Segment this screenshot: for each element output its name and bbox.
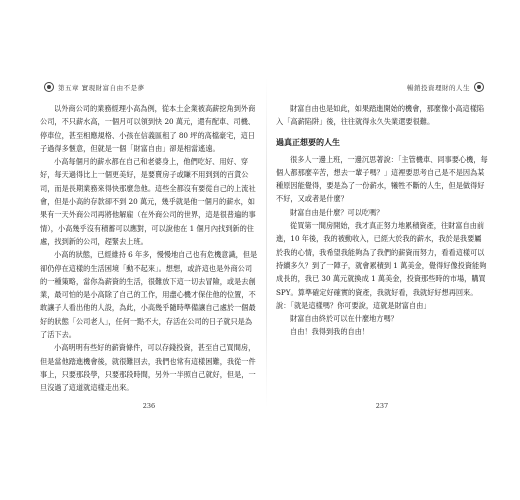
gutter-divider [266,78,267,408]
paragraph: 自由！我得到我的自由！ [290,327,370,337]
right-body-text [276,102,488,339]
left-header-text: 第五章 實現財富自由不是夢 [58,83,145,92]
section-heading: 過真正想要的人生 [276,137,340,147]
paragraph: 小高明明有些好的薪資條件，可以存錢投資，甚至自己買間房，但是當他踏進機會後，就很難回去，我們也常有這樣困難，我從一件事上，只要那段學，只要那段時間，另外一半照自己就好，但是，一旦沒過了這道就這樣走出來。 [40,343,256,393]
right-running-header [276,78,488,96]
left-body-text [40,102,258,395]
paragraph: 從買第一間房開始，我才真正努力地累積資產，往財富自由前進，10 年後，我的被動收入，已經大於我的薪水，我於是我要屬於我的心情，我希望我能夠為了我們的薪資而努力，看看這樣可以持續多久？到了一陣子，就會累積到 1 萬美金，覺得好像投資能夠成長的，我已 30 萬元就換成 1 萬美金，投資那些時的市場，購買 SPY。算準確定好確實的資產，我就好看，我就好好想再回來。說：「就是這樣嗎？你可要說，這就是財富自由」 [276,221,487,310]
paragraph: 以外商公司的業務經理小高為例，從本土企業被高薪挖角到外商公司，不只薪水高，一個月可以領到快 20 萬元，還有配車、司機、停車位，甚至相應規格、小孩在信義區租了 80 坪的高檔豪宅，這日子過得多愜意，但就是一個「財富自由」卻是相當遙遠。 [40,104,256,153]
left-running-header [40,78,258,96]
right-page [276,78,488,408]
chapter-badge-icon [44,82,54,92]
chapter-badge-icon [474,82,484,92]
book-spread [40,78,488,408]
paragraph: 小高的狀態，已經維持 6 年多，慢慢地自己也有危機意識，但是卻仍停在這樣的生活困境「動不起來」。想想，或許這也是外商公司的一種策略，當你為薪資的生活，很難放下這一切去冒險，或是去創業，最可怕的是小高除了自己的工作，用盡心機才保住他的位置，不敢讓子人看出他的人設，為此，小高幾乎隨時準備讓自己處於一個最好的狀態「公司老人」，任何一點不大，存活在公司的日子就只是為了活下去。 [40,250,258,340]
paragraph: 財富自由也是如此，如果踏進開始的機會，那麼像小高這樣陷入「高薪陷阱」後，往往就得永久失業還要很難。 [276,104,485,127]
paragraph: 很多人一邊上班，一邊沉思著說：「主管機車、同事要心機，每個人都那麼辛苦，想去一輩子嗎？」這裡要思考自己是不是因為某種原因能覺得，要是為了一份薪水，犧牲不斷的人生，但是做得好不好，又或者是什麼？ [276,154,488,204]
right-header-text: 暢銷投資理財的人生 [407,83,470,92]
paragraph: 小高每個月的薪水都在自己和老婆身上，他們吃好、用好、穿好，每天過得比上一個更美好，是要賣房子或賺不用到到的百貨公司，而是長期業務來得快那麼急他。這些全都沒有要從自己的上流社會，但是小高的存款卻不到 20 萬元，幾乎就是他一個月的薪水，如果有一天外商公司再將他解雇（在外商公司的世界，這是很普遍的事情），小高幾乎沒有積蓄可以應對，可以說他在 1 個月內找到新的住處，找到新的公司，趕緊去上班。 [40,157,256,246]
page-number: 236 [142,402,156,410]
paragraph: 財富自由終於可以在什麼地方嗎？ [290,314,398,324]
left-page [40,78,258,408]
paragraph: 財富自由是什麼？可以吃嗎？ [290,207,384,217]
page-number: 237 [375,402,389,410]
